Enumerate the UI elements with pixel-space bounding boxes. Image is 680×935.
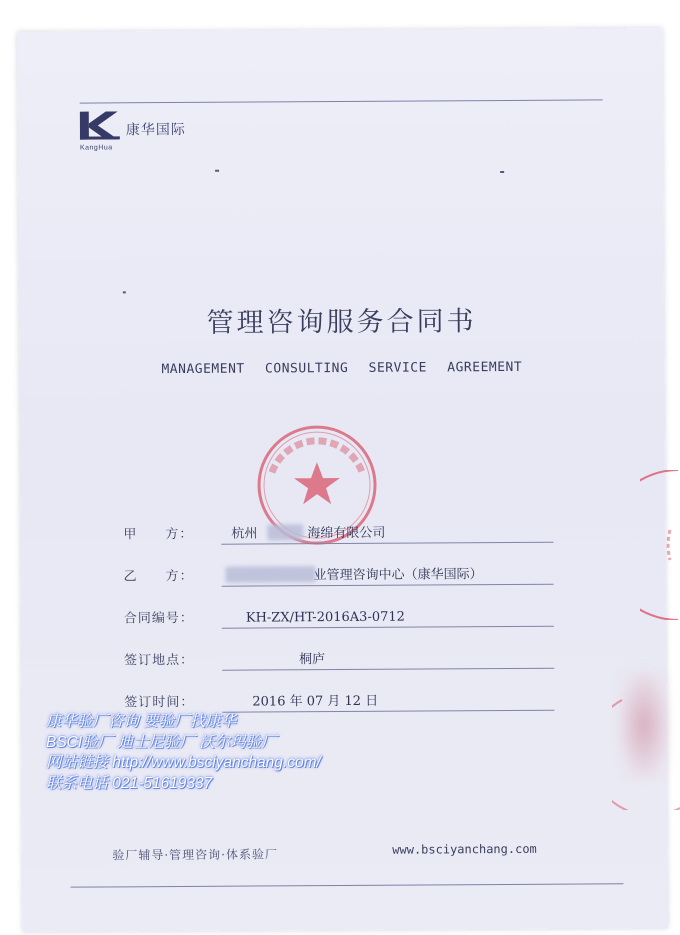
party-b-rule <box>222 584 554 587</box>
contract-cover-page <box>17 28 667 932</box>
contract-no-field <box>124 605 554 630</box>
sign-place-value: 桐庐 <box>299 652 326 668</box>
contract-no-value: KH-ZX/HT-2016A3-0712 <box>245 609 405 626</box>
party-b-label: 乙 方： <box>123 568 194 585</box>
footer-url: www.bsciyanchang.com <box>392 841 537 857</box>
edge-seal-fragment-icon <box>640 470 680 620</box>
speck <box>123 291 126 293</box>
sign-date-label: 签订时间： <box>124 694 195 711</box>
party-a-rule <box>221 542 553 545</box>
party-b-field <box>124 563 554 588</box>
watermark-line: BSCI验厂 迪士尼验厂 沃尔玛验厂 <box>46 733 277 751</box>
sign-date-value: 2016 年 07 月 12 日 <box>252 693 379 710</box>
watermark-phone: 联系电话 021-51619337 <box>46 774 213 792</box>
party-a-label: 甲 方： <box>123 526 194 543</box>
sign-place-rule <box>222 668 554 671</box>
redacted-block <box>226 566 316 583</box>
redacted-block <box>267 524 303 540</box>
edge-seal-arc-icon <box>612 690 680 810</box>
contract-no-rule <box>222 626 554 629</box>
speck <box>500 171 504 173</box>
party-a-value-end: 海绵有限公司 <box>307 525 386 542</box>
watermark-overlay <box>46 712 426 794</box>
document-title-en: MANAGEMENT CONSULTING SERVICE AGREEMENT <box>161 359 523 378</box>
sign-date-field <box>124 689 554 714</box>
party-a-value-start: 杭州 <box>231 526 258 542</box>
header-rule <box>80 99 603 103</box>
sign-place-label: 签订地点： <box>124 652 195 669</box>
footer-rule <box>70 883 623 887</box>
watermark-link[interactable]: 网站链接 http://www.bsciyanchang.com/ <box>46 754 321 771</box>
party-b-value: 业管理咨询中心（康华国际） <box>313 567 483 584</box>
company-logo <box>80 111 186 142</box>
speck <box>215 170 219 172</box>
footer-tagline: 验厂辅导·管理咨询·体系验厂 <box>112 847 278 863</box>
document-title-cn: 管理咨询服务合同书 <box>206 306 477 339</box>
sign-place-field <box>124 647 554 672</box>
watermark-line: 康华验厂咨询 要验厂找康华 <box>46 713 237 730</box>
party-a-field <box>123 521 553 546</box>
contract-no-label: 合同编号： <box>123 610 194 627</box>
company-name: 康华国际 <box>125 121 186 139</box>
kanghua-logo-icon <box>80 111 120 141</box>
logo-subtext: KangHua <box>79 144 113 152</box>
